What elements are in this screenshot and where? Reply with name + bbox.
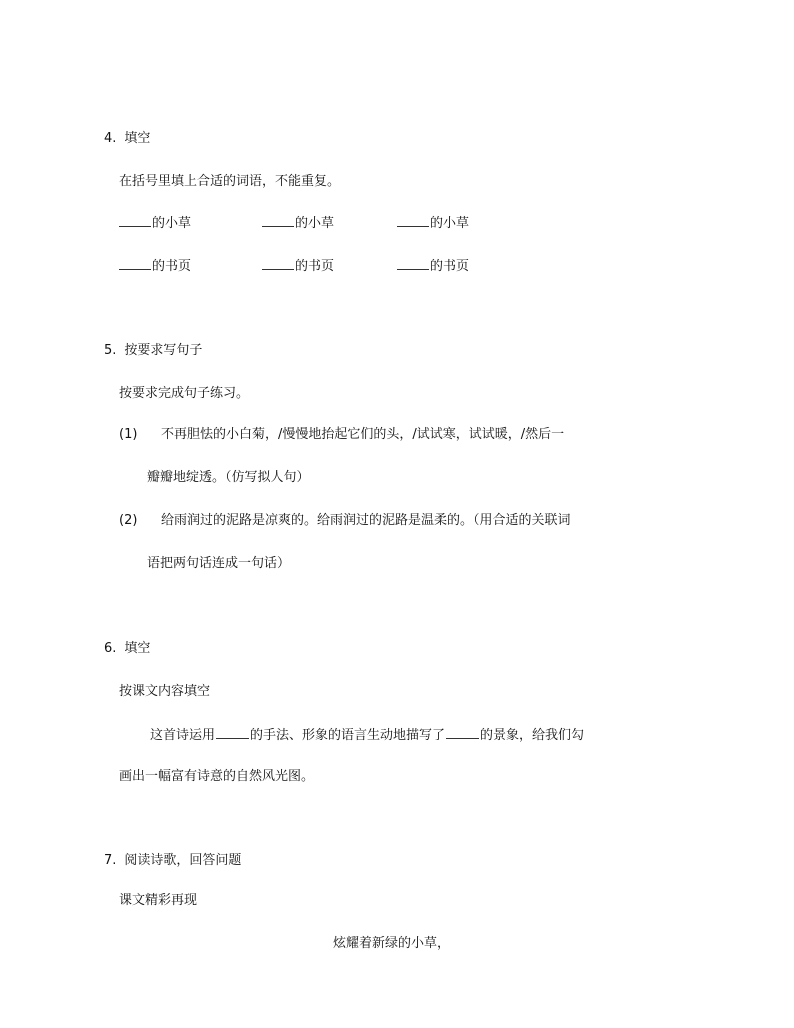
q6-number: 6. <box>104 641 117 656</box>
q4-row2-item1: 的书页 <box>119 257 191 275</box>
q7-heading <box>104 853 241 869</box>
q5-instruction: 按要求完成句子练习。 <box>119 386 250 401</box>
q6-line2: 画出一幅富有诗意的自然风光图。 <box>119 769 315 784</box>
q5-item1-line1: 不再胆怯的小白菊，/慢慢地抬起它们的头，/试试寒，试试暖，/然后一 <box>161 427 565 442</box>
q4-row2-item3: 的书页 <box>397 257 469 275</box>
q5-title: 按要求写句子 <box>124 343 203 358</box>
q7-number: 7. <box>104 853 117 868</box>
q5-number: 5. <box>104 343 117 358</box>
q7-poem-line1: 炫耀着新绿的小草， <box>333 936 451 951</box>
q4-row2-item2: 的书页 <box>262 257 334 275</box>
q4-heading <box>104 131 150 147</box>
q4-row1-item1: 的小草 <box>119 214 191 232</box>
q4-title: 填空 <box>124 131 151 146</box>
q5-item2-line2: 语把两句话连成一句话） <box>147 556 291 571</box>
q7-title: 阅读诗歌，回答问题 <box>124 853 242 868</box>
fill-blank[interactable] <box>119 214 151 227</box>
q4-row1-item2: 的小草 <box>262 214 334 232</box>
q5-item1-number: (1) <box>119 427 138 442</box>
q5-heading <box>104 343 202 359</box>
fill-blank[interactable] <box>262 214 294 227</box>
q4-row1-item3: 的小草 <box>397 214 469 232</box>
q6-heading <box>104 641 150 657</box>
fill-blank[interactable] <box>446 726 479 739</box>
q5-item2-number: (2) <box>119 513 138 528</box>
q6-instruction: 按课文内容填空 <box>119 684 211 699</box>
fill-blank[interactable] <box>119 257 151 270</box>
q4-number: 4. <box>104 131 117 146</box>
q6-line1: 这首诗运用 的手法、形象的语言生动地描写了 的景象，给我们勾 <box>150 728 585 743</box>
q5-item1-line2: 瓣瓣地绽透。（仿写拟人句） <box>147 470 310 485</box>
fill-blank[interactable] <box>397 257 429 270</box>
fill-blank[interactable] <box>216 726 249 739</box>
q5-item2-line1: 给雨润过的泥路是凉爽的。给雨润过的泥路是温柔的。（用合适的关联词 <box>161 513 571 528</box>
fill-blank[interactable] <box>262 257 294 270</box>
fill-blank[interactable] <box>397 214 429 227</box>
q6-title: 填空 <box>124 641 151 656</box>
q7-subtitle: 课文精彩再现 <box>119 893 198 908</box>
q4-instruction: 在括号里填上合适的词语，不能重复。 <box>119 174 341 189</box>
